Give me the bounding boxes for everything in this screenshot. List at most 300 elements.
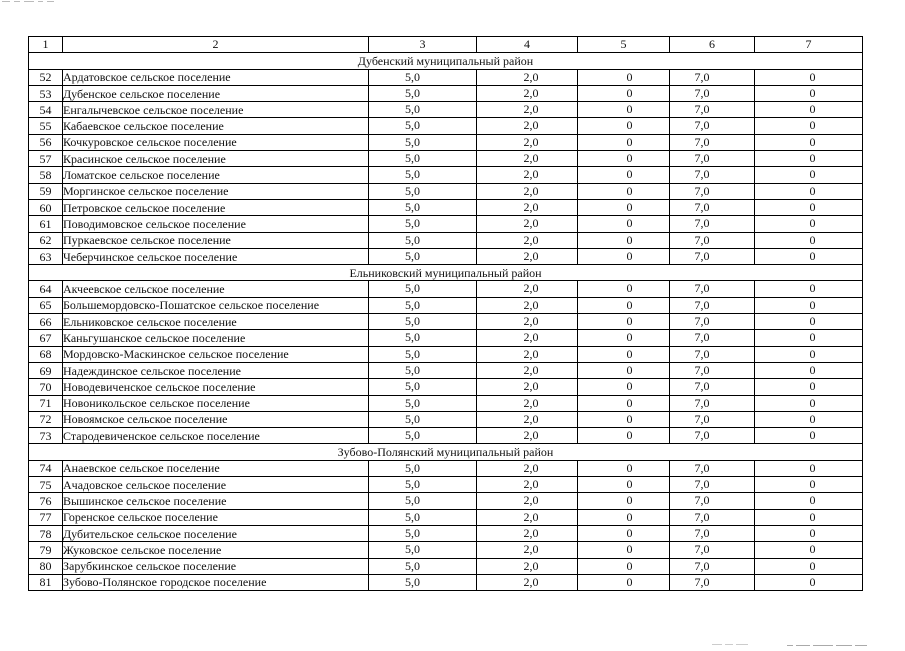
value-col-5-cell — [578, 509, 670, 525]
value-col-4: 2,0 — [523, 199, 539, 214]
row-name: Новоникольское сельское поселение — [63, 396, 250, 411]
row-name: Вышинское сельское поселение — [63, 493, 227, 508]
value-col-7-cell — [755, 362, 863, 378]
row-number: 61 — [39, 216, 52, 231]
row-number: 55 — [39, 119, 52, 134]
table-row — [29, 542, 863, 558]
value-col-7-cell — [755, 558, 863, 574]
value-col-6-cell — [670, 411, 755, 427]
value-col-3-cell — [369, 134, 477, 150]
value-col-5-cell — [578, 183, 670, 199]
value-col-7-cell — [755, 248, 863, 264]
value-col-5: 0 — [626, 248, 633, 263]
value-col-7: 0 — [809, 411, 816, 426]
value-col-7-cell — [755, 411, 863, 427]
value-col-4: 2,0 — [523, 118, 539, 133]
value-col-6-cell — [670, 151, 755, 167]
value-col-7-cell — [755, 134, 863, 150]
value-col-6-cell — [670, 493, 755, 509]
value-col-4-cell — [477, 493, 578, 509]
value-col-5-cell — [578, 558, 670, 574]
value-col-5-cell — [578, 69, 670, 85]
row-name: Горенское сельское поселение — [63, 510, 218, 525]
value-col-6: 7,0 — [694, 232, 710, 247]
scan-artifact-bottom-right — [787, 633, 897, 636]
value-col-3-cell — [369, 525, 477, 541]
row-name-cell — [63, 167, 369, 183]
value-col-6-cell — [670, 525, 755, 541]
value-col-4-cell — [477, 199, 578, 215]
value-col-6: 7,0 — [694, 477, 710, 492]
row-number: 76 — [39, 493, 52, 508]
value-col-7-cell — [755, 542, 863, 558]
table-row — [29, 134, 863, 150]
row-name: Енгалычевское сельское поселение — [63, 102, 244, 117]
value-col-3: 5,0 — [405, 395, 420, 410]
value-col-7: 0 — [809, 118, 816, 133]
value-col-6-cell — [670, 509, 755, 525]
row-number-cell — [29, 297, 63, 313]
value-col-7: 0 — [809, 134, 816, 149]
row-name: Надеждинское сельское поселение — [63, 363, 241, 378]
value-col-3-cell — [369, 297, 477, 313]
value-col-7: 0 — [809, 542, 816, 557]
value-col-3-cell — [369, 248, 477, 264]
value-col-3: 5,0 — [405, 428, 420, 443]
row-number: 80 — [39, 559, 52, 574]
row-number-cell — [29, 85, 63, 101]
header-cell-3: 3 — [369, 37, 477, 53]
value-col-6-cell — [670, 542, 755, 558]
value-col-7: 0 — [809, 558, 816, 573]
table-body — [29, 37, 863, 591]
value-col-5: 0 — [626, 216, 633, 231]
table-row — [29, 460, 863, 476]
value-col-3-cell — [369, 477, 477, 493]
row-number: 79 — [39, 542, 52, 557]
table-row — [29, 314, 863, 330]
value-col-3: 5,0 — [405, 379, 420, 394]
value-col-4-cell — [477, 428, 578, 444]
table-row — [29, 297, 863, 313]
value-col-7: 0 — [809, 248, 816, 263]
value-col-6-cell — [670, 574, 755, 590]
value-col-6-cell — [670, 362, 755, 378]
value-col-5: 0 — [626, 314, 633, 329]
value-col-4-cell — [477, 379, 578, 395]
value-col-6-cell — [670, 118, 755, 134]
value-col-5-cell — [578, 346, 670, 362]
row-name: Зарубкинское сельское поселение — [63, 559, 237, 574]
value-col-5: 0 — [626, 411, 633, 426]
value-col-4: 2,0 — [523, 558, 539, 573]
value-col-7-cell — [755, 167, 863, 183]
value-col-3: 5,0 — [405, 493, 420, 508]
section-row — [29, 265, 863, 281]
value-col-7-cell — [755, 232, 863, 248]
row-name-cell — [63, 411, 369, 427]
value-col-7-cell — [755, 85, 863, 101]
row-name: Моргинское сельское поселение — [63, 184, 229, 199]
value-col-6: 7,0 — [694, 525, 710, 540]
scan-artifact-bottom-left — [712, 632, 762, 634]
value-col-7-cell — [755, 216, 863, 232]
value-col-3: 5,0 — [405, 330, 420, 345]
value-col-6-cell — [670, 167, 755, 183]
value-col-6-cell — [670, 232, 755, 248]
value-col-5-cell — [578, 428, 670, 444]
row-number: 72 — [39, 412, 52, 427]
value-col-7-cell — [755, 460, 863, 476]
value-col-3-cell — [369, 232, 477, 248]
row-number-cell — [29, 216, 63, 232]
value-col-4-cell — [477, 118, 578, 134]
value-col-3: 5,0 — [405, 199, 420, 214]
value-col-3-cell — [369, 118, 477, 134]
row-name-cell — [63, 428, 369, 444]
value-col-6-cell — [670, 477, 755, 493]
value-col-5: 0 — [626, 542, 633, 557]
row-name-cell — [63, 395, 369, 411]
table-row — [29, 102, 863, 118]
value-col-7-cell — [755, 428, 863, 444]
value-col-4: 2,0 — [523, 330, 539, 345]
value-col-7-cell — [755, 477, 863, 493]
value-col-4-cell — [477, 69, 578, 85]
value-col-5-cell — [578, 395, 670, 411]
row-name: Акчеевское сельское поселение — [63, 282, 225, 297]
value-col-7: 0 — [809, 151, 816, 166]
header-cell-5: 5 — [578, 37, 670, 53]
value-col-6: 7,0 — [694, 574, 710, 589]
table-row — [29, 362, 863, 378]
value-col-4: 2,0 — [523, 281, 539, 296]
row-name-cell — [63, 314, 369, 330]
value-col-4-cell — [477, 85, 578, 101]
value-col-3: 5,0 — [405, 558, 420, 573]
value-col-3-cell — [369, 346, 477, 362]
value-col-3-cell — [369, 411, 477, 427]
value-col-4: 2,0 — [523, 183, 539, 198]
value-col-4-cell — [477, 216, 578, 232]
value-col-4: 2,0 — [523, 525, 539, 540]
value-col-7-cell — [755, 525, 863, 541]
row-name: Кабаевское сельское поселение — [63, 119, 224, 134]
value-col-4: 2,0 — [523, 151, 539, 166]
value-col-5: 0 — [626, 69, 633, 84]
row-name-cell — [63, 379, 369, 395]
value-col-7: 0 — [809, 574, 816, 589]
value-col-4-cell — [477, 248, 578, 264]
value-col-5-cell — [578, 574, 670, 590]
value-col-7: 0 — [809, 509, 816, 524]
row-number: 75 — [39, 477, 52, 492]
row-name: Ломатское сельское поселение — [63, 168, 220, 183]
section-row — [29, 53, 863, 69]
value-col-6-cell — [670, 395, 755, 411]
value-col-7: 0 — [809, 477, 816, 492]
row-name-cell — [63, 118, 369, 134]
row-number-cell — [29, 574, 63, 590]
value-col-3: 5,0 — [405, 525, 420, 540]
value-col-7-cell — [755, 330, 863, 346]
row-name-cell — [63, 574, 369, 590]
table-row — [29, 509, 863, 525]
value-col-7: 0 — [809, 232, 816, 247]
value-col-5: 0 — [626, 134, 633, 149]
value-col-6: 7,0 — [694, 330, 710, 345]
row-number-cell — [29, 362, 63, 378]
row-name-cell — [63, 346, 369, 362]
row-number: 60 — [39, 200, 52, 215]
row-number: 65 — [39, 298, 52, 313]
row-name-cell — [63, 183, 369, 199]
header-cell-7: 7 — [755, 37, 863, 53]
value-col-4: 2,0 — [523, 477, 539, 492]
table-row — [29, 281, 863, 297]
value-col-3-cell — [369, 558, 477, 574]
value-col-5: 0 — [626, 346, 633, 361]
scan-artifact-top — [2, 1, 92, 5]
value-col-7-cell — [755, 379, 863, 395]
value-col-7-cell — [755, 297, 863, 313]
value-col-5-cell — [578, 460, 670, 476]
value-col-5-cell — [578, 199, 670, 215]
value-col-6: 7,0 — [694, 167, 710, 182]
row-number-cell — [29, 199, 63, 215]
value-col-5: 0 — [626, 558, 633, 573]
value-col-6: 7,0 — [694, 297, 710, 312]
value-col-7-cell — [755, 281, 863, 297]
value-col-3-cell — [369, 183, 477, 199]
value-col-4: 2,0 — [523, 216, 539, 231]
value-col-5-cell — [578, 542, 670, 558]
row-number: 64 — [39, 282, 52, 297]
value-col-4: 2,0 — [523, 232, 539, 247]
row-name: Большемордовско-Пошатское сельское поселение — [63, 298, 320, 313]
value-col-6-cell — [670, 102, 755, 118]
value-col-3: 5,0 — [405, 362, 420, 377]
value-col-3: 5,0 — [405, 346, 420, 361]
value-col-4: 2,0 — [523, 248, 539, 263]
row-number: 58 — [39, 168, 52, 183]
value-col-6: 7,0 — [694, 314, 710, 329]
table-row — [29, 493, 863, 509]
value-col-7-cell — [755, 69, 863, 85]
value-col-7: 0 — [809, 395, 816, 410]
row-number-cell — [29, 509, 63, 525]
value-col-6-cell — [670, 69, 755, 85]
table-row — [29, 118, 863, 134]
row-number: 81 — [39, 575, 52, 590]
row-name-cell — [63, 216, 369, 232]
value-col-3: 5,0 — [405, 151, 420, 166]
value-col-4-cell — [477, 314, 578, 330]
value-col-6: 7,0 — [694, 151, 710, 166]
value-col-7: 0 — [809, 379, 816, 394]
row-name: Зубово-Полянское городское поселение — [63, 575, 267, 590]
value-col-7: 0 — [809, 460, 816, 475]
row-name-cell — [63, 558, 369, 574]
value-col-7: 0 — [809, 102, 816, 117]
value-col-3: 5,0 — [405, 460, 420, 475]
table-row — [29, 216, 863, 232]
value-col-7-cell — [755, 314, 863, 330]
value-col-4-cell — [477, 151, 578, 167]
row-name-cell — [63, 85, 369, 101]
value-col-7: 0 — [809, 167, 816, 182]
value-col-7: 0 — [809, 525, 816, 540]
value-col-3: 5,0 — [405, 542, 420, 557]
section-title: Ельниковский муниципальный район — [29, 265, 863, 281]
value-col-3-cell — [369, 493, 477, 509]
row-number: 57 — [39, 151, 52, 166]
value-col-5-cell — [578, 102, 670, 118]
value-col-6-cell — [670, 199, 755, 215]
value-col-6-cell — [670, 281, 755, 297]
header-cell-4: 4 — [477, 37, 578, 53]
value-col-6: 7,0 — [694, 69, 710, 84]
value-col-5-cell — [578, 411, 670, 427]
value-col-4-cell — [477, 477, 578, 493]
value-col-5: 0 — [626, 85, 633, 100]
value-col-5: 0 — [626, 395, 633, 410]
row-number: 53 — [39, 86, 52, 101]
value-col-5: 0 — [626, 493, 633, 508]
value-col-3-cell — [369, 281, 477, 297]
row-name: Пуркаевское сельское поселение — [63, 233, 231, 248]
value-col-5-cell — [578, 118, 670, 134]
value-col-5: 0 — [626, 362, 633, 377]
value-col-5: 0 — [626, 330, 633, 345]
table-row — [29, 574, 863, 590]
value-col-6-cell — [670, 558, 755, 574]
row-number-cell — [29, 477, 63, 493]
row-number: 63 — [39, 249, 52, 264]
value-col-3-cell — [369, 314, 477, 330]
value-col-3-cell — [369, 379, 477, 395]
value-col-7-cell — [755, 493, 863, 509]
table-row — [29, 248, 863, 264]
value-col-5-cell — [578, 379, 670, 395]
value-col-4: 2,0 — [523, 493, 539, 508]
value-col-7-cell — [755, 199, 863, 215]
value-col-7: 0 — [809, 85, 816, 100]
value-col-6: 7,0 — [694, 558, 710, 573]
value-col-4: 2,0 — [523, 574, 539, 589]
value-col-4: 2,0 — [523, 314, 539, 329]
value-col-5: 0 — [626, 428, 633, 443]
value-col-4-cell — [477, 525, 578, 541]
value-col-5-cell — [578, 134, 670, 150]
value-col-5-cell — [578, 525, 670, 541]
row-number: 74 — [39, 461, 52, 476]
value-col-7: 0 — [809, 297, 816, 312]
row-number: 77 — [39, 510, 52, 525]
value-col-3-cell — [369, 85, 477, 101]
value-col-3-cell — [369, 69, 477, 85]
value-col-7-cell — [755, 509, 863, 525]
value-col-7-cell — [755, 395, 863, 411]
row-name-cell — [63, 509, 369, 525]
table-row — [29, 346, 863, 362]
row-number-cell — [29, 411, 63, 427]
value-col-4-cell — [477, 362, 578, 378]
row-name-cell — [63, 199, 369, 215]
value-col-6-cell — [670, 297, 755, 313]
row-number-cell — [29, 428, 63, 444]
value-col-5: 0 — [626, 167, 633, 182]
value-col-4: 2,0 — [523, 460, 539, 475]
value-col-5-cell — [578, 297, 670, 313]
table-row — [29, 183, 863, 199]
value-col-6-cell — [670, 216, 755, 232]
value-col-3-cell — [369, 330, 477, 346]
header-cell-6: 6 — [670, 37, 755, 53]
row-number-cell — [29, 118, 63, 134]
value-col-6: 7,0 — [694, 102, 710, 117]
value-col-4: 2,0 — [523, 428, 539, 443]
value-col-6-cell — [670, 85, 755, 101]
value-col-4-cell — [477, 281, 578, 297]
value-col-6-cell — [670, 379, 755, 395]
value-col-6: 7,0 — [694, 493, 710, 508]
value-col-4: 2,0 — [523, 69, 539, 84]
value-col-6: 7,0 — [694, 281, 710, 296]
value-col-7: 0 — [809, 493, 816, 508]
value-col-4-cell — [477, 134, 578, 150]
value-col-4: 2,0 — [523, 134, 539, 149]
value-col-4-cell — [477, 395, 578, 411]
value-col-7-cell — [755, 118, 863, 134]
row-number-cell — [29, 248, 63, 264]
value-col-4: 2,0 — [523, 509, 539, 524]
row-name-cell — [63, 69, 369, 85]
row-name-cell — [63, 232, 369, 248]
row-name: Кочкуровское сельское поселение — [63, 135, 237, 150]
value-col-6: 7,0 — [694, 346, 710, 361]
row-name-cell — [63, 477, 369, 493]
row-number: 52 — [39, 70, 52, 85]
value-col-4: 2,0 — [523, 297, 539, 312]
header-row — [29, 37, 863, 53]
value-col-6: 7,0 — [694, 428, 710, 443]
value-col-6: 7,0 — [694, 509, 710, 524]
value-col-3-cell — [369, 509, 477, 525]
value-col-3: 5,0 — [405, 183, 420, 198]
value-col-3: 5,0 — [405, 477, 420, 492]
value-col-5: 0 — [626, 232, 633, 247]
value-col-3: 5,0 — [405, 118, 420, 133]
row-number: 59 — [39, 184, 52, 199]
table-row — [29, 167, 863, 183]
value-col-3-cell — [369, 395, 477, 411]
value-col-3: 5,0 — [405, 411, 420, 426]
row-name-cell — [63, 151, 369, 167]
table-row — [29, 379, 863, 395]
header-cell-2: 2 — [63, 37, 369, 53]
value-col-5-cell — [578, 281, 670, 297]
value-col-7-cell — [755, 151, 863, 167]
value-col-7: 0 — [809, 281, 816, 296]
value-col-3: 5,0 — [405, 167, 420, 182]
value-col-6-cell — [670, 183, 755, 199]
row-number: 73 — [39, 428, 52, 443]
value-col-5: 0 — [626, 297, 633, 312]
row-number: 67 — [39, 330, 52, 345]
row-name: Анаевское сельское поселение — [63, 461, 220, 476]
value-col-3: 5,0 — [405, 85, 420, 100]
